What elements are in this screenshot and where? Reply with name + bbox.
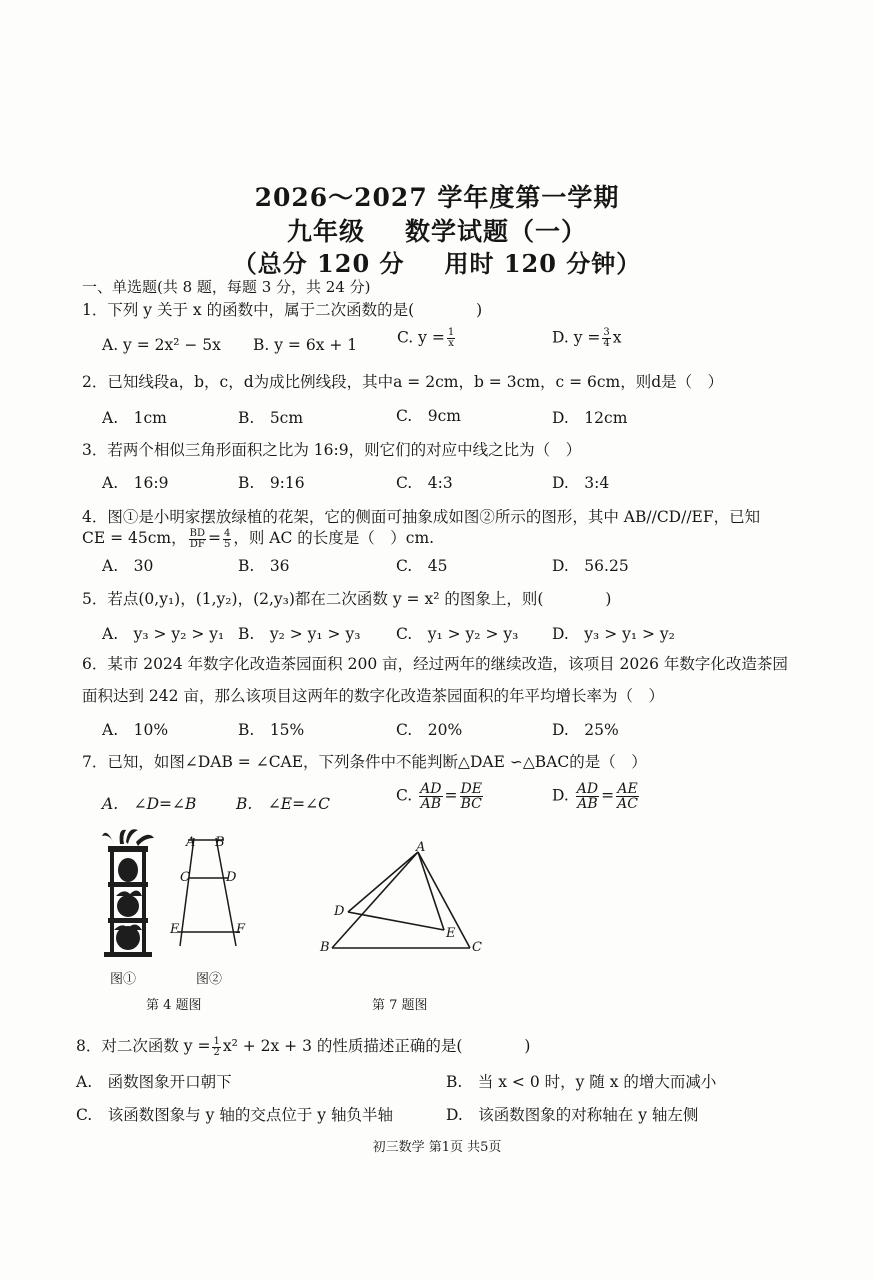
q3-option-b: B. 9:16: [238, 474, 305, 492]
q8-stem: 8．对二次函数 y = $\frac{1}{2}$ x² + 2x + 3 的性质描述正确的是( ): [76, 1035, 531, 1058]
q5-option-b: B. y₂ > y₁ > y₃: [238, 625, 361, 643]
label-c-fig2: C: [180, 870, 190, 885]
q5-option-c: C. y₁ > y₂ > y₃: [396, 625, 519, 643]
label-b-fig2: B: [215, 835, 225, 850]
q5-option-d: D. y₃ > y₁ > y₂: [552, 625, 675, 643]
label-d-fig7: D: [334, 904, 345, 919]
fig7-caption: 第 7 题图: [372, 998, 428, 1013]
q2-option-a: A. 1cm: [102, 409, 167, 427]
subject-label: 数学试题（一）: [405, 217, 588, 246]
label-e-fig7: E: [446, 926, 456, 941]
triangles-figure: [320, 838, 490, 958]
q3-option-c: C. 4:3: [396, 474, 453, 492]
q1-option-b: B. y = 6x + 1: [253, 336, 358, 354]
q1-option-a: A. y = 2x² − 5x: [102, 336, 221, 354]
q6-option-c: C. 20%: [396, 721, 463, 739]
q4-stem-line1: 4．图①是小明家摆放绿植的花架，它的侧面可抽象成如图②所示的图形，其中 AB//CD//EF，已知: [82, 508, 761, 526]
section-heading: 一、单选题(共 8 题，每题 3 分，共 24 分): [82, 278, 371, 296]
exam-title-info: [0, 244, 874, 279]
q3-option-d: D. 3:4: [552, 474, 610, 492]
q6-option-d: D. 25%: [552, 721, 619, 739]
q7-stem: 7．已知，如图∠DAB = ∠CAE，下列条件中不能判断△DAE ∽△BAC的是（ ）: [82, 753, 647, 771]
exam-title-year: 2026～2027 学年度第一学期: [254, 183, 620, 212]
q2-stem: 2．已知线段a，b，c，d为成比例线段，其中a = 2cm，b = 3cm，c = 6cm，则d是（ ）: [82, 373, 724, 391]
q8-option-a: A. 函数图象开口朝下: [76, 1073, 232, 1091]
q7-option-a: A. ∠D=∠B: [102, 795, 197, 813]
q3-option-a: A. 16:9: [102, 474, 169, 492]
label-a-fig2: A: [186, 835, 196, 850]
q6-option-b: B. 15%: [238, 721, 305, 739]
q5-option-a: A. y₃ > y₂ > y₁: [102, 625, 225, 643]
q4-option-b: B. 36: [238, 557, 290, 575]
q4-option-a: A. 30: [102, 557, 154, 575]
time-info: 用时 120 分钟）: [444, 249, 642, 278]
q6-stem-line1: 6．某市 2024 年数字化改造茶园面积 200 亩，经过两年的继续改造，该项目 2026 年数字化改造茶园: [82, 655, 788, 673]
label-c-fig7: C: [472, 940, 482, 955]
q7-option-c: C. $\frac{AD}{AB}$ = $\frac{DE}{BC}$: [396, 781, 482, 812]
q1-option-d: D. y = $\frac{3}{4}$ x: [552, 327, 622, 349]
q7-option-d: D. $\frac{AD}{AB}$ = $\frac{AE}{AC}$: [552, 781, 638, 812]
q1-option-c: C. y = $\frac{1}{x}$: [397, 327, 455, 349]
plant-stand-figure: [96, 826, 166, 966]
fig4-caption: 第 4 题图: [146, 998, 202, 1013]
q1-stem: 1．下列 y 关于 x 的函数中，属于二次函数的是( ): [82, 301, 483, 319]
label-e-fig2: E: [170, 922, 180, 937]
q7-option-b: B. ∠E=∠C: [236, 795, 330, 813]
score-info: （总分 120 分: [232, 249, 405, 278]
fig2-label: 图②: [196, 972, 223, 987]
q4-option-d: D. 56.25: [552, 557, 629, 575]
grade-label: 九年级: [286, 217, 365, 246]
q5-stem: 5．若点(0,y₁)，(1,y₂)，(2,y₃)都在二次函数 y = x² 的图象上，则( ): [82, 590, 612, 608]
label-d-fig2: D: [226, 870, 237, 885]
q8-option-b: B. 当 x < 0 时，y 随 x 的增大而减小: [446, 1073, 717, 1091]
label-a-fig7: A: [416, 840, 426, 855]
q6-stem-line2: 面积达到 242 亩，那么该项目这两年的数字化改造茶园面积的年平均增长率为（ ）: [82, 687, 664, 705]
label-f-fig2: F: [236, 922, 246, 937]
fig1-label: 图①: [110, 972, 137, 987]
q2-option-c: C. 9cm: [396, 407, 461, 425]
q4-stem-line2: CE = 45cm， $\frac{BD}{DF}$ = $\frac{4}{5}$ ，则 AC 的长度是（ ）cm.: [82, 527, 435, 550]
q8-option-d: D. 该函数图象的对称轴在 y 轴左侧: [446, 1106, 699, 1124]
q8-option-c: C. 该函数图象与 y 轴的交点位于 y 轴负半轴: [76, 1106, 393, 1124]
label-b-fig7: B: [320, 940, 330, 955]
q2-option-d: D. 12cm: [552, 409, 628, 427]
q6-option-a: A. 10%: [102, 721, 169, 739]
exam-title-subject: [0, 212, 874, 248]
parallel-lines-figure: [166, 830, 256, 970]
q4-option-c: C. 45: [396, 557, 448, 575]
q3-stem: 3．若两个相似三角形面积之比为 16:9，则它们的对应中线之比为（ ）: [82, 441, 582, 459]
page-footer: 初三数学 第1页 共5页: [372, 1140, 502, 1155]
q2-option-b: B. 5cm: [238, 409, 304, 427]
